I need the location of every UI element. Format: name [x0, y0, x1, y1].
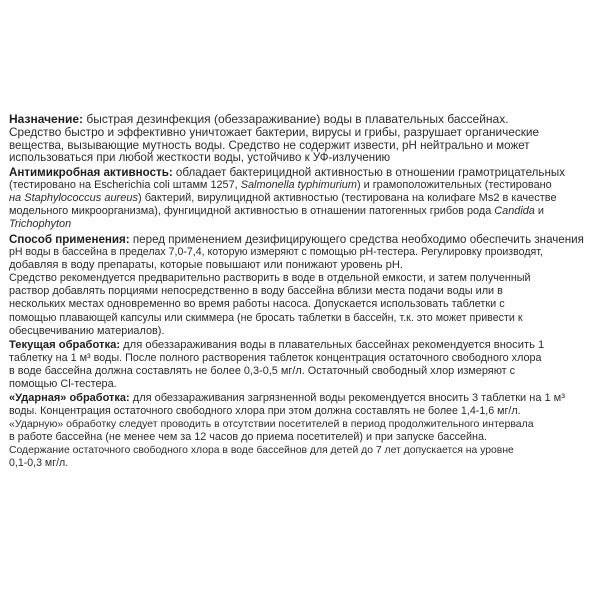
shock-line-3: «Ударную» обработку следует проводить в отсутствии посетителей в период продолжительного интервала	[9, 418, 534, 431]
shock-line-4: в работе бассейна (не менее чем за 12 часов до приема посетителей) и при запуске бассейна.	[9, 431, 488, 444]
antimicrobial-line-4b: Candida	[494, 205, 535, 218]
shock-treatment-section	[9, 392, 589, 471]
usage-line-6: нескольких местах одновременно во время работы насоса. Допускается использовать таблетки с	[9, 298, 505, 311]
antimicrobial-line-4c: и	[534, 205, 544, 218]
shock-line-2: воды. Концентрация остаточного свободного хлора при этом должна составлять не более 1,4-1,6 мг/л.	[9, 405, 521, 418]
purpose-line-3: вещества, вызывающие мутность воды. Средство не содержит извести, pH нейтрально и может	[9, 139, 530, 153]
purpose-line-2: Средство быстро и эффективно уничтожает бактерии, вирусы и грибы, разрушает органические	[9, 125, 540, 140]
usage-line-5: раствор добавлять порциями непосредственно в воду бассейна вблизи места подачи воды или в	[9, 285, 503, 298]
purpose-text: быстрая дезинфекция (обеззараживание) воды в плавательных бассейнах.	[83, 113, 509, 126]
antimicrobial-text: обладает бактерицидной активностью в отношении грамотрицательных	[172, 166, 566, 179]
shock-line-5: Содержание остаточного свободного хлора в воде бассейнов для детей до 7 лет допускается на уровне	[9, 445, 514, 457]
current-heading: Текущая обработка:	[9, 339, 121, 351]
current-line-3: в воде бассейна должна составлять не более 0,3-0,5 мг/л. Остаточный свободный хлор измеряют с	[9, 365, 516, 378]
antimicrobial-line-2c: ) и грамоположительных (тестировано	[356, 179, 552, 192]
usage-text: перед применением дезифицирующего средства необходимо обеспечить значения	[129, 233, 584, 246]
current-treatment-section	[9, 339, 589, 391]
usage-section	[9, 233, 589, 338]
usage-line-7: помощью плавающей капсулы или скиммера (не бросать таблетки в бассейн, т.к. это может привести к	[9, 311, 523, 324]
antimicrobial-heading: Антимикробная активность:	[9, 166, 173, 179]
antimicrobial-line-3a: на Staphylococcus aureus	[9, 192, 138, 205]
antimicrobial-line-4a: модельного микроорганизма), фунгицидной активностью в отнашении патогенных грибов рода	[9, 205, 495, 218]
usage-line-3: добавляя в воду препараты, которые повышают или понижают уровень pH.	[9, 259, 404, 272]
shock-line-6: 0,1-0,3 мг/л.	[9, 457, 69, 470]
current-line-4: помощью Cl-тестера.	[9, 378, 117, 391]
antimicrobial-line-3b: ) бактерий, вирулицидной активностью (тестирована на колифаге Ms2 в качестве	[137, 192, 557, 205]
current-line-2: таблетку на 1 м³ воды. После полного растворения таблеток концентрация остаточного свободного хлора	[9, 352, 542, 365]
usage-heading: Способ применения:	[9, 233, 130, 246]
current-text: для обеззараживания воды в плавательных бассейнах рекомендуется вносить 1	[120, 339, 545, 351]
antimicrobial-line-2b: Salmonella typhimurium	[240, 179, 357, 192]
shock-heading: «Ударная» обработка:	[9, 392, 130, 404]
purpose-heading: Назначение:	[9, 113, 84, 126]
antimicrobial-line-5: Trichophyton	[9, 218, 72, 231]
purpose-line-4: использоваться при любой жесткости воды, устойчиво к УФ-излучению	[9, 152, 391, 165]
purpose-section	[9, 113, 589, 165]
antimicrobial-line-2a: (тестировано на Escherichia coli штамм 1257,	[9, 179, 241, 192]
usage-line-8: обесцвечиванию материалов).	[9, 324, 165, 337]
shock-text: для обеззараживания загрязненной воды рекомендуется вносить 3 таблетки на 1 м³	[129, 392, 565, 404]
usage-line-2: pH воды в бассейна в пределах 7,0-7,4, которую измеряют с помощью pH-тестера. Регулировку производят,	[9, 246, 543, 259]
usage-line-4: Средство рекомендуется предварительно растворить в воде в отдельной емкости, и затем полученный	[9, 272, 531, 285]
antimicrobial-section	[9, 166, 589, 231]
